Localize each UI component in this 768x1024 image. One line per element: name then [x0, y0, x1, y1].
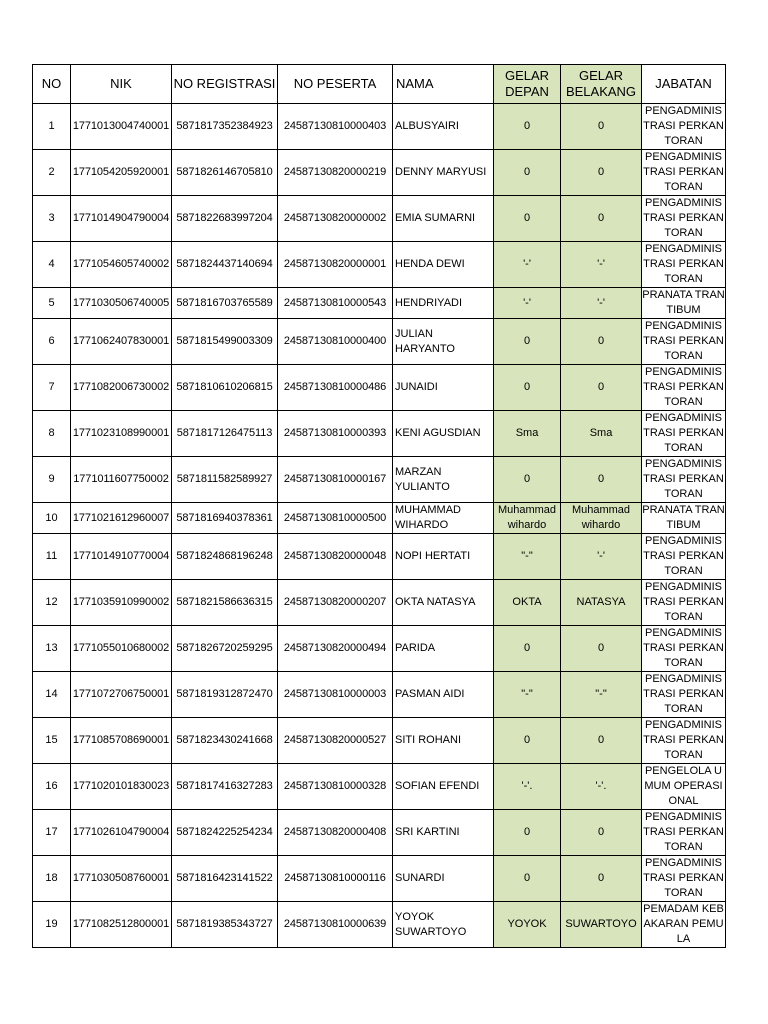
cell-nama: SRI KARTINI: [393, 810, 494, 856]
cell-no-peserta: 24587130810000543: [278, 288, 393, 319]
cell-no: 8: [33, 411, 71, 457]
cell-no: 7: [33, 365, 71, 411]
cell-no-registrasi: 5871824437140694: [172, 242, 278, 288]
header-no-peserta: NO PESERTA: [278, 65, 393, 104]
cell-no-peserta: 24587130810000400: [278, 319, 393, 365]
cell-gelar-depan: "-": [494, 672, 561, 718]
cell-nama: SOFIAN EFENDI: [393, 764, 494, 810]
cell-no-peserta: 24587130820000219: [278, 150, 393, 196]
table-body: [33, 104, 726, 948]
cell-no: 5: [33, 288, 71, 319]
cell-nik: 1771021612960007: [71, 503, 172, 534]
table-row: [33, 104, 726, 150]
cell-no: 10: [33, 503, 71, 534]
cell-gelar-depan: OKTA: [494, 580, 561, 626]
cell-no-peserta: 24587130810000639: [278, 902, 393, 948]
cell-gelar-belakang: Muhammad wihardo: [561, 503, 642, 534]
cell-no-registrasi: 5871821586636315: [172, 580, 278, 626]
table-row: [33, 902, 726, 948]
cell-no-peserta: 24587130810000116: [278, 856, 393, 902]
cell-jabatan: PENGADMINISTRASI PERKANTORAN: [642, 411, 726, 457]
cell-nama: EMIA SUMARNI: [393, 196, 494, 242]
cell-no: 17: [33, 810, 71, 856]
cell-no: 15: [33, 718, 71, 764]
cell-no-peserta: 24587130820000002: [278, 196, 393, 242]
table-row: [33, 365, 726, 411]
cell-gelar-depan: 0: [494, 626, 561, 672]
cell-nik: 1771082512800001: [71, 902, 172, 948]
cell-nama: PASMAN AIDI: [393, 672, 494, 718]
cell-no-registrasi: 5871824225254234: [172, 810, 278, 856]
cell-no-registrasi: 5871823430241668: [172, 718, 278, 764]
cell-gelar-depan: 0: [494, 810, 561, 856]
cell-nama: ALBUSYAIRI: [393, 104, 494, 150]
header-gelar-belakang: [561, 65, 642, 104]
cell-gelar-depan: '-': [494, 288, 561, 319]
header-no: NO: [33, 65, 71, 104]
cell-gelar-depan: 0: [494, 856, 561, 902]
cell-no-peserta: 24587130820000001: [278, 242, 393, 288]
table-row: [33, 764, 726, 810]
table-row: [33, 150, 726, 196]
cell-gelar-belakang: SUWARTOYO: [561, 902, 642, 948]
cell-gelar-belakang: 0: [561, 457, 642, 503]
cell-jabatan: PENGADMINISTRASI PERKANTORAN: [642, 457, 726, 503]
cell-gelar-depan: Sma: [494, 411, 561, 457]
cell-nama: KENI AGUSDIAN: [393, 411, 494, 457]
cell-no-registrasi: 5871810610206815: [172, 365, 278, 411]
cell-nik: 1771085708690001: [71, 718, 172, 764]
table-row: [33, 580, 726, 626]
cell-no: 3: [33, 196, 71, 242]
cell-gelar-depan: 0: [494, 150, 561, 196]
cell-gelar-belakang: '-': [561, 534, 642, 580]
cell-nik: 1771011607750002: [71, 457, 172, 503]
cell-no-registrasi: 5871816940378361: [172, 503, 278, 534]
participant-table-sheet: [32, 64, 726, 948]
cell-no-registrasi: 5871826146705810: [172, 150, 278, 196]
cell-jabatan: PENGADMINISTRASI PERKANTORAN: [642, 534, 726, 580]
header-nik: NIK: [71, 65, 172, 104]
cell-no: 18: [33, 856, 71, 902]
table-row: [33, 672, 726, 718]
cell-nik: 1771030506740005: [71, 288, 172, 319]
cell-no: 1: [33, 104, 71, 150]
table-row: [33, 626, 726, 672]
cell-gelar-belakang: NATASYA: [561, 580, 642, 626]
cell-no-peserta: 24587130810000003: [278, 672, 393, 718]
table-row: [33, 457, 726, 503]
cell-no-peserta: 24587130810000328: [278, 764, 393, 810]
cell-no: 9: [33, 457, 71, 503]
header-no-registrasi: NO REGISTRASI: [172, 65, 278, 104]
table-row: [33, 718, 726, 764]
cell-gelar-depan: 0: [494, 319, 561, 365]
cell-no-registrasi: 5871811582589927: [172, 457, 278, 503]
cell-no-registrasi: 5871824868196248: [172, 534, 278, 580]
table-row: [33, 288, 726, 319]
table-row: [33, 196, 726, 242]
cell-nama: NOPI HERTATI: [393, 534, 494, 580]
cell-nik: 1771072706750001: [71, 672, 172, 718]
cell-gelar-depan: 0: [494, 718, 561, 764]
cell-nama: HENDRIYADI: [393, 288, 494, 319]
header-gelar-depan: [494, 65, 561, 104]
cell-gelar-depan: YOYOK: [494, 902, 561, 948]
cell-jabatan: PENGADMINISTRASI PERKANTORAN: [642, 718, 726, 764]
cell-gelar-belakang: 0: [561, 718, 642, 764]
header-row: [33, 65, 726, 104]
cell-nik: 1771013004740001: [71, 104, 172, 150]
cell-no-registrasi: 5871822683997204: [172, 196, 278, 242]
cell-no-peserta: 24587130810000486: [278, 365, 393, 411]
cell-no-registrasi: 5871816703765589: [172, 288, 278, 319]
cell-no-peserta: 24587130810000500: [278, 503, 393, 534]
cell-no: 12: [33, 580, 71, 626]
cell-jabatan: PENGADMINISTRASI PERKANTORAN: [642, 810, 726, 856]
cell-no: 2: [33, 150, 71, 196]
cell-nik: 1771014904790004: [71, 196, 172, 242]
cell-jabatan: PENGADMINISTRASI PERKANTORAN: [642, 672, 726, 718]
cell-nik: 1771055010680002: [71, 626, 172, 672]
cell-jabatan: PRANATA TRANTIBUM: [642, 288, 726, 319]
cell-no: 19: [33, 902, 71, 948]
cell-no-registrasi: 5871817126475113: [172, 411, 278, 457]
cell-nama: SUNARDI: [393, 856, 494, 902]
cell-nama: DENNY MARYUSI: [393, 150, 494, 196]
cell-no: 16: [33, 764, 71, 810]
cell-no-peserta: 24587130810000393: [278, 411, 393, 457]
cell-gelar-depan: 0: [494, 104, 561, 150]
header-gelar-belakang-line1: GELAR: [578, 68, 624, 83]
cell-gelar-depan: "-": [494, 534, 561, 580]
header-gelar-depan-line1: GELAR: [504, 68, 550, 83]
cell-nik: 1771020101830023: [71, 764, 172, 810]
cell-nik: 1771023108990001: [71, 411, 172, 457]
cell-nama: MARZAN YULIANTO: [393, 457, 494, 503]
cell-no-registrasi: 5871815499003309: [172, 319, 278, 365]
cell-no-registrasi: 5871816423141522: [172, 856, 278, 902]
header-gelar-depan-line2: DEPAN: [505, 84, 549, 99]
cell-gelar-belakang: 0: [561, 196, 642, 242]
cell-no-registrasi: 5871817352384923: [172, 104, 278, 150]
cell-nama: JUNAIDI: [393, 365, 494, 411]
cell-no-peserta: 24587130820000494: [278, 626, 393, 672]
table-row: [33, 319, 726, 365]
table-row: [33, 242, 726, 288]
header-gelar-belakang-line2: BELAKANG: [565, 84, 637, 99]
cell-jabatan: PRANATA TRANTIBUM: [642, 503, 726, 534]
cell-nama: SITI ROHANI: [393, 718, 494, 764]
cell-gelar-belakang: '-': [561, 242, 642, 288]
cell-nik: 1771054205920001: [71, 150, 172, 196]
cell-gelar-depan: 0: [494, 457, 561, 503]
cell-gelar-belakang: 0: [561, 810, 642, 856]
table-row: [33, 534, 726, 580]
cell-gelar-belakang: '-': [561, 288, 642, 319]
cell-jabatan: PENGADMINISTRASI PERKANTORAN: [642, 626, 726, 672]
cell-no-registrasi: 5871826720259295: [172, 626, 278, 672]
cell-nik: 1771062407830001: [71, 319, 172, 365]
cell-gelar-belakang: 0: [561, 365, 642, 411]
cell-nama: HENDA DEWI: [393, 242, 494, 288]
cell-nama: YOYOK SUWARTOYO: [393, 902, 494, 948]
cell-jabatan: PENGADMINISTRASI PERKANTORAN: [642, 196, 726, 242]
cell-jabatan: PENGADMINISTRASI PERKANTORAN: [642, 319, 726, 365]
cell-gelar-depan: Muhammad wihardo: [494, 503, 561, 534]
cell-no-peserta: 24587130820000048: [278, 534, 393, 580]
cell-nik: 1771014910770004: [71, 534, 172, 580]
cell-no-peserta: 24587130810000167: [278, 457, 393, 503]
header-jabatan: JABATAN: [642, 65, 726, 104]
cell-jabatan: PENGADMINISTRASI PERKANTORAN: [642, 580, 726, 626]
cell-nik: 1771035910990002: [71, 580, 172, 626]
table-row: [33, 411, 726, 457]
table-row: [33, 856, 726, 902]
cell-no: 14: [33, 672, 71, 718]
cell-jabatan: PENGELOLA UMUM OPERASIONAL: [642, 764, 726, 810]
table-row: [33, 503, 726, 534]
cell-jabatan: PENGADMINISTRASI PERKANTORAN: [642, 856, 726, 902]
cell-no: 11: [33, 534, 71, 580]
cell-gelar-belakang: 0: [561, 104, 642, 150]
cell-nik: 1771054605740002: [71, 242, 172, 288]
cell-nik: 1771026104790004: [71, 810, 172, 856]
cell-gelar-belakang: 0: [561, 319, 642, 365]
cell-nik: 1771030508760001: [71, 856, 172, 902]
cell-gelar-belakang: '-'.: [561, 764, 642, 810]
cell-gelar-depan: '-': [494, 242, 561, 288]
cell-jabatan: PENGADMINISTRASI PERKANTORAN: [642, 104, 726, 150]
cell-gelar-belakang: 0: [561, 856, 642, 902]
cell-gelar-belakang: "-": [561, 672, 642, 718]
cell-gelar-belakang: 0: [561, 626, 642, 672]
cell-jabatan: PENGADMINISTRASI PERKANTORAN: [642, 150, 726, 196]
cell-no-peserta: 24587130810000403: [278, 104, 393, 150]
cell-gelar-belakang: Sma: [561, 411, 642, 457]
cell-no-registrasi: 5871819385343727: [172, 902, 278, 948]
cell-gelar-depan: 0: [494, 196, 561, 242]
cell-gelar-belakang: 0: [561, 150, 642, 196]
cell-no-peserta: 24587130820000527: [278, 718, 393, 764]
cell-no-registrasi: 5871819312872470: [172, 672, 278, 718]
cell-nik: 1771082006730002: [71, 365, 172, 411]
cell-nama: OKTA NATASYA: [393, 580, 494, 626]
cell-jabatan: PENGADMINISTRASI PERKANTORAN: [642, 365, 726, 411]
header-nama: NAMA: [393, 65, 494, 104]
cell-no: 6: [33, 319, 71, 365]
cell-gelar-depan: 0: [494, 365, 561, 411]
table-row: [33, 810, 726, 856]
cell-no: 13: [33, 626, 71, 672]
cell-jabatan: PENGADMINISTRASI PERKANTORAN: [642, 242, 726, 288]
cell-gelar-depan: '-'.: [494, 764, 561, 810]
cell-nama: PARIDA: [393, 626, 494, 672]
cell-no-peserta: 24587130820000408: [278, 810, 393, 856]
cell-nama: JULIAN HARYANTO: [393, 319, 494, 365]
cell-no-registrasi: 5871817416327283: [172, 764, 278, 810]
cell-no-peserta: 24587130820000207: [278, 580, 393, 626]
cell-jabatan: PEMADAM KEBAKARAN PEMULA: [642, 902, 726, 948]
participant-table: [32, 64, 726, 948]
cell-no: 4: [33, 242, 71, 288]
cell-nama: MUHAMMAD WIHARDO: [393, 503, 494, 534]
